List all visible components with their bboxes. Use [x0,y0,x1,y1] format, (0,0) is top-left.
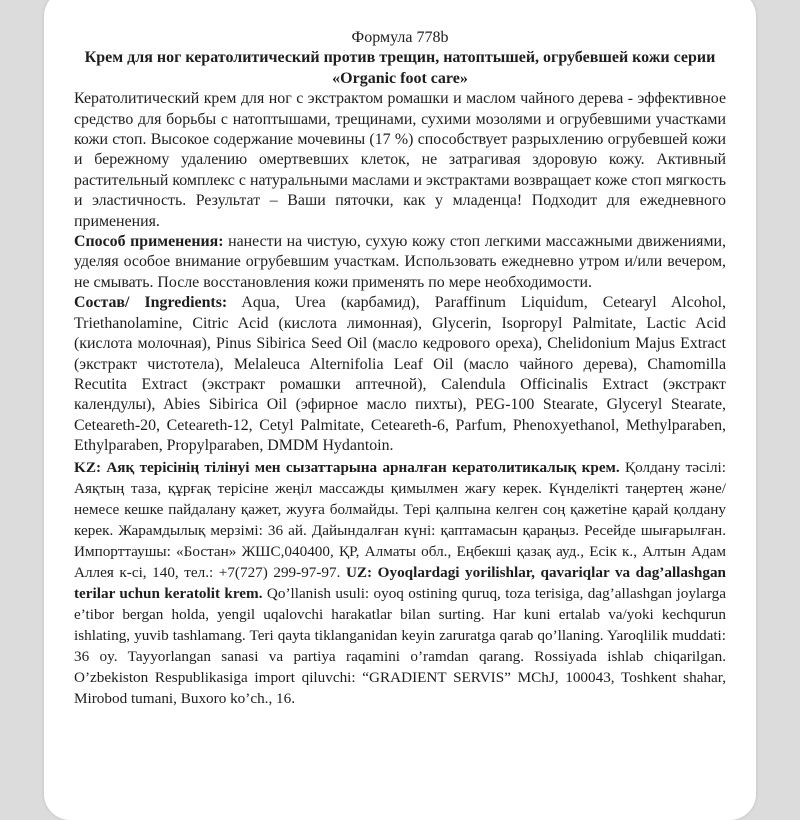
kz-text: Қолдану тәсілі: Аяқтың таза, құрғақ терісіне жеңіл массажды қимылмен жағу керек. Күнделікті таңертең және/немесе кешке пайдалану қажет, жууға болмайды. Тері қалпына келген соң қажетіне қарай қолдану керек. Жарамдылық мерзімі: 36 ай. Дайындалған күні: қаптамасын қараңыз. Ресейде шығарылған. Импорттаушы: «Бостан» ЖШС,040400, ҚР, Алматы обл., Еңбекші қазақ ауд., Есік к., Алтын Адам Аллея к-сі, 140, тел.: +7(727) 299-97-97. [74,458,726,581]
label-text [74,28,726,709]
ingredients-heading: Состав/ Ingredients: [74,294,228,312]
ingredients-text: Aqua, Urea (карбамид), Paraffinum Liquidum, Cetearyl Alcohol, Triethanolamine, Citric Acid (кислота лимонная), Glycerin, Isopropyl Palmitate, Lactic Acid (кислота молочная), Pinus Sibirica Seed Oil (масло кедрового ореха), Chelidonium Majus Extract (экстракт чистотела), Melaleuca Alternifolia Leaf Oil (масло чайного дерева), Chamomilla Recutita Extract (экстракт ромашки аптечной), Calendula Officinalis Extract (экстракт календулы), Abies Sibirica Oil (эфирное масло пихты), PEG-100 Stearate, Glyceryl Stearate, Ceteareth-20, Ceteareth-12, Cetyl Palmitate, Ceteareth-6, Parfum, Phenoxyethanol, Methylparaben, Ethylparaben, Propylparaben, DMDM Hydantoin. [74,294,726,455]
usage-heading: Способ применения: [74,233,224,251]
usage-section [74,232,726,293]
product-description: Кератолитический крем для ног с экстрактом ромашки и маслом чайного дерева - эффективное средство для борьбы с натоптышами, трещинами, сухими мозолями и огрубевшими участками кожи стоп. Высокое содержание мочевины (17 %) способствует разрыхлению огрубевшей кожи и бережному удалению омертвевших клеток, не затрагивая здоровую кожу. Активный растительный комплекс с натуральными маслами и экстрактами возвращает коже стоп мягкость и эластичность. Результат – Ваши пяточки, как у младенца! Подходит для ежедневного применения. [74,90,726,230]
kz-heading: KZ: Аяқ терісінің тілінуі мен сызаттарына арналған кератолитикалық крем. [74,458,620,476]
product-title: Крем для ног кератолитический против трещин, натоптышей, огрубевшей кожи серии «Organic foot care» [84,49,716,87]
formula-number: Формула 778b [351,29,449,46]
ingredients-section [74,293,726,456]
kz-uz-section [74,457,726,709]
uz-text: Qo’llanish usuli: oyoq ostining quruq, toza terisiga, dag’allashgan joylarga e’tibor bergan holda, yengil uqalovchi harakatlar bilan surting. Har kuni ertalab va/yoki kechqurun ishlating, yuvib tashlamang. Teri qayta tiklanganidan keyin zaruratga qarab qo’llaning. Yaroqlilik muddati: 36 oy. Tayyorlangan sanasi va partiya raqamini o’ramdan qarang. Rossiyada ishlab chiqarilgan. O’zbekiston Respublikasiga import qiluvchi: “GRADIENT SERVIS” MChJ, 100043, Toshkent shahar, Mirobod tumani, Buxoro ko’ch., 16. [74,584,726,707]
usage-text: нанести на чистую, сухую кожу стоп легкими массажными движениями, уделяя особое внимание огрубевшим участкам. Использовать ежедневно утром и/или вечером, не смывать. После восстановления кожи применять по мере необходимости. [74,233,726,291]
uz-heading: UZ: Oyoqlardagi yorilishlar, qavariqlar va dag’allashgan terilar uchun keratolit krem. [74,563,726,602]
product-label [44,0,756,820]
